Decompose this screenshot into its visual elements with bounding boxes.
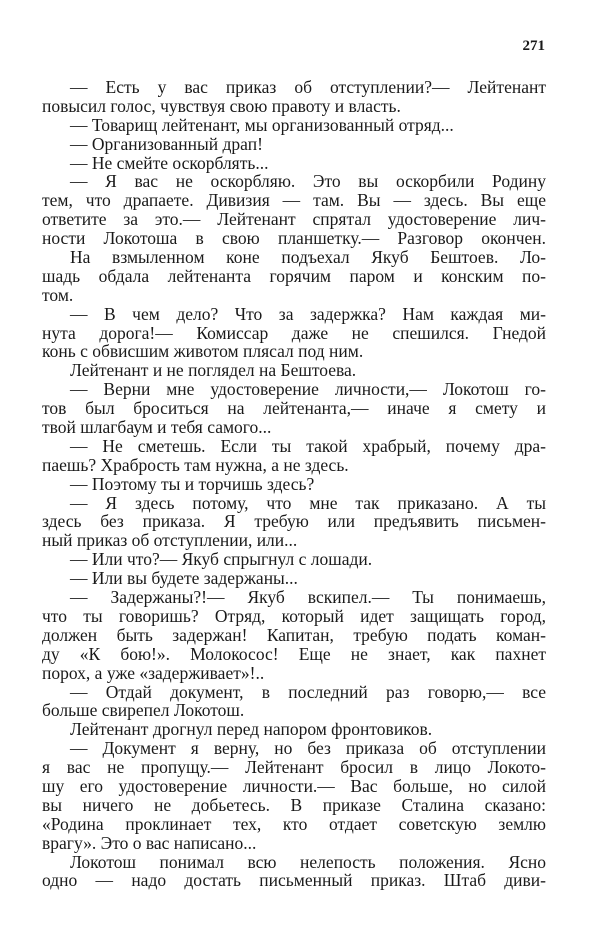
text-line: должен быть задержан! Капитан, требую подать коман- <box>42 624 546 645</box>
text-line: паешь? Храбрость там нужна, а не здесь. <box>42 454 349 475</box>
text-line: — Документ я верну, но без приказа об отступлении <box>70 738 546 759</box>
text-line: — Задержаны?!— Якуб вскипел.— Ты понимаешь, <box>70 587 546 608</box>
text-line: ду «К бою!». Молокосос! Еще не знает, как пахнет <box>42 643 546 664</box>
text-line: — Отдай документ, в последний раз говорю,— все <box>70 681 546 702</box>
text-line: — Не сметешь. Если ты такой храбрый, почему дра- <box>70 435 546 456</box>
text-line: На взмыленном коне подъехал Якуб Бештоев. Ло- <box>70 247 546 268</box>
text-line: твой шлагбаум и тебя самого... <box>42 417 272 438</box>
text-line: Локотош понимал всю нелепость положения. Ясно <box>70 851 546 872</box>
text-line: больше свирепел Локотош. <box>42 700 245 721</box>
text-line: «Родина проклинает тех, кто отдает советскую землю <box>42 813 546 834</box>
text-line: я вас не пропущу.— Лейтенант бросил в лицо Локото- <box>42 757 546 778</box>
text-line: — Я вас не оскорбляю. Это вы оскорбили Родину <box>70 171 546 192</box>
text-line: Лейтенант и не поглядел на Бештоева. <box>70 360 357 381</box>
text-line: тем, что драпаете. Дивизия — там. Вы — здесь. Вы еще <box>42 190 546 211</box>
text-line: что ты говоришь? Отряд, который идет защищать город, <box>42 605 546 626</box>
text-line: ответите за это.— Лейтенант спрятал удостоверение лич- <box>42 209 546 230</box>
text-line: конь с обвисшим животом плясал под ним. <box>42 341 364 362</box>
text-line: одно — надо достать письменный приказ. Штаб диви- <box>42 870 546 891</box>
text-line: шадь обдала лейтенанта горячим паром и конским по- <box>42 265 546 286</box>
text-line: — Или что?— Якуб спрыгнул с лошади. <box>70 549 373 570</box>
text-line: вы ничего не добьетесь. В приказе Сталина сказано: <box>42 794 546 815</box>
text-line: том. <box>42 284 74 305</box>
text-line: — Организованный драп! <box>70 133 263 154</box>
text-line: — Я здесь потому, что мне так приказано. А ты <box>70 492 546 513</box>
text-line: повысил голос, чувствуя свою правоту и власть. <box>42 95 401 116</box>
text-line: нута дорога!— Комиссар даже не спешился. Гнедой <box>42 322 546 343</box>
text-line: порох, а уже «задерживает»!.. <box>42 662 265 683</box>
text-line: Лейтенант дрогнул перед напором фронтовиков. <box>70 719 433 740</box>
text-line: — Не смейте оскорблять... <box>70 152 269 173</box>
text-line: ный приказ об отступлении, или... <box>42 530 298 551</box>
text-line: — В чем дело? Что за задержка? Нам каждая ми- <box>70 303 546 324</box>
text-line: — Товарищ лейтенант, мы организованный отряд... <box>70 114 454 135</box>
text-line: шу его удостоверение личности.— Вас больше, но силой <box>42 775 546 796</box>
text-line: ности Локотоша в свою планшетку.— Разговор окончен. <box>42 228 546 249</box>
text-line: — Или вы будете задержаны... <box>70 568 298 589</box>
text-line: — Верни мне удостоверение личности,— Локотош го- <box>70 379 546 400</box>
page-number: 271 <box>522 38 545 54</box>
text-line: здесь без приказа. Я требую или предъявить письмен- <box>42 511 546 532</box>
text-line: врагу». Это о вас написано... <box>42 832 257 853</box>
text-line: — Поэтому ты и торчишь здесь? <box>70 473 315 494</box>
body-text <box>42 78 546 890</box>
text-line: тов был броситься на лейтенанта,— иначе я смету и <box>42 398 546 419</box>
text-line: — Есть у вас приказ об отступлении?— Лейтенант <box>70 77 546 97</box>
